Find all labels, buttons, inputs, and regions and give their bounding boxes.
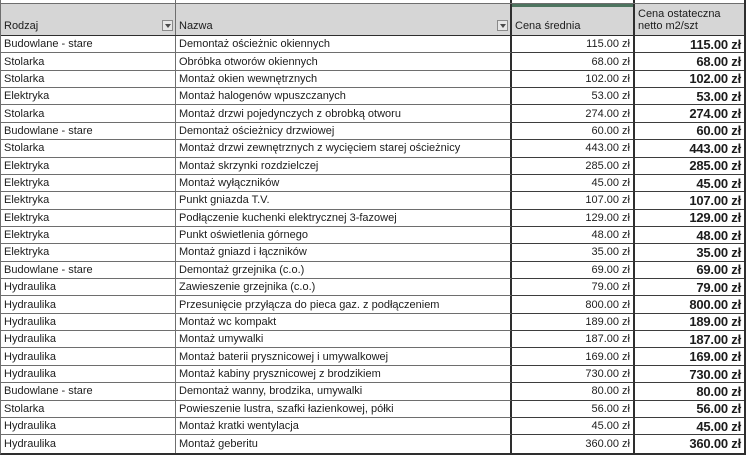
table-row <box>1 227 744 244</box>
table-row <box>1 331 744 348</box>
cell-cena-ostateczna[interactable]: 107.00 zł <box>635 192 744 209</box>
cell-rodzaj[interactable]: Stolarka <box>1 401 176 418</box>
cell-cena-ostateczna[interactable]: 80.00 zł <box>635 383 744 400</box>
column-header-rodzaj[interactable] <box>1 4 176 35</box>
cell-cena-ostateczna[interactable]: 79.00 zł <box>635 279 744 296</box>
cell-cena-srednia[interactable]: 107.00 zł <box>512 192 635 209</box>
cell-cena-ostateczna[interactable]: 60.00 zł <box>635 123 744 140</box>
cell-cena-ostateczna[interactable]: 48.00 zł <box>635 227 744 244</box>
cell-cena-ostateczna[interactable]: 129.00 zł <box>635 210 744 227</box>
cell-rodzaj[interactable]: Elektryka <box>1 175 176 192</box>
cell-cena-ostateczna[interactable]: 56.00 zł <box>635 401 744 418</box>
filter-dropdown-button-nazwa[interactable] <box>497 20 508 31</box>
cell-nazwa[interactable]: Montaż drzwi pojedynczych z obrobką otworu <box>176 105 512 122</box>
cell-rodzaj[interactable]: Stolarka <box>1 105 176 122</box>
cell-cena-ostateczna[interactable]: 285.00 zł <box>635 158 744 175</box>
cell-cena-srednia[interactable]: 102.00 zł <box>512 71 635 88</box>
table-row <box>1 383 744 400</box>
table-row <box>1 88 744 105</box>
column-header-label: Cena ostateczna netto m2/szt <box>638 8 721 32</box>
cell-nazwa[interactable]: Montaż umywalki <box>176 331 512 348</box>
cell-nazwa[interactable]: Powieszenie lustra, szafki łazienkowej, półki <box>176 401 512 418</box>
table-row <box>1 192 744 209</box>
column-header-label: Nazwa <box>179 20 213 32</box>
table-row <box>1 296 744 313</box>
table-body <box>1 36 744 453</box>
cell-rodzaj[interactable]: Hydraulika <box>1 418 176 435</box>
cell-cena-srednia[interactable]: 45.00 zł <box>512 175 635 192</box>
cell-rodzaj[interactable]: Budowlane - stare <box>1 262 176 279</box>
cell-nazwa[interactable]: Demontaż wanny, brodzika, umywalki <box>176 383 512 400</box>
table-row <box>1 244 744 261</box>
sliver-cell <box>512 0 635 3</box>
cell-cena-ostateczna[interactable]: 274.00 zł <box>635 105 744 122</box>
table-row <box>1 279 744 296</box>
cell-nazwa[interactable]: Montaż halogenów wpuszczanych <box>176 88 512 105</box>
cell-nazwa[interactable]: Montaż wyłączników <box>176 175 512 192</box>
cell-cena-ostateczna[interactable]: 189.00 zł <box>635 314 744 331</box>
cell-rodzaj[interactable]: Budowlane - stare <box>1 123 176 140</box>
cell-rodzaj[interactable]: Hydraulika <box>1 435 176 452</box>
cell-rodzaj[interactable]: Hydraulika <box>1 296 176 313</box>
cell-cena-srednia[interactable]: 730.00 zł <box>512 366 635 383</box>
filter-dropdown-button-rodzaj[interactable] <box>162 20 173 31</box>
cell-rodzaj[interactable]: Hydraulika <box>1 331 176 348</box>
cell-cena-srednia[interactable]: 79.00 zł <box>512 279 635 296</box>
cell-cena-srednia[interactable]: 35.00 zł <box>512 244 635 261</box>
cell-cena-ostateczna[interactable]: 45.00 zł <box>635 175 744 192</box>
cell-cena-srednia[interactable]: 285.00 zł <box>512 158 635 175</box>
cell-nazwa[interactable]: Montaż gniazd i łączników <box>176 244 512 261</box>
table-row <box>1 435 744 452</box>
cell-cena-ostateczna[interactable]: 69.00 zł <box>635 262 744 279</box>
table-row <box>1 401 744 418</box>
cell-rodzaj[interactable]: Stolarka <box>1 53 176 70</box>
cell-rodzaj[interactable]: Stolarka <box>1 71 176 88</box>
cell-cena-ostateczna[interactable]: 68.00 zł <box>635 53 744 70</box>
cell-nazwa[interactable]: Montaż okien wewnętrznych <box>176 71 512 88</box>
table-row <box>1 175 744 192</box>
table-row <box>1 123 744 140</box>
cell-cena-srednia[interactable]: 274.00 zł <box>512 105 635 122</box>
chevron-down-icon <box>500 24 506 28</box>
cell-cena-srednia[interactable]: 129.00 zł <box>512 210 635 227</box>
cell-cena-srednia[interactable]: 60.00 zł <box>512 123 635 140</box>
cell-nazwa[interactable]: Montaż kabiny prysznicowej z brodzikiem <box>176 366 512 383</box>
cell-nazwa[interactable]: Demontaż ościeżnicy drzwiowej <box>176 123 512 140</box>
cell-cena-ostateczna[interactable]: 443.00 zł <box>635 140 744 157</box>
cell-cena-ostateczna[interactable]: 45.00 zł <box>635 418 744 435</box>
sliver-cell <box>1 0 176 3</box>
column-header-label: Cena średnia <box>515 20 581 32</box>
cell-nazwa[interactable]: Montaż drzwi zewnętrznych z wycięciem starej ościeżnicy <box>176 140 512 157</box>
cell-cena-ostateczna[interactable]: 187.00 zł <box>635 331 744 348</box>
cell-cena-srednia[interactable]: 80.00 zł <box>512 383 635 400</box>
table-row <box>1 71 744 88</box>
cell-cena-srednia[interactable]: 360.00 zł <box>512 435 635 452</box>
cell-cena-srednia[interactable]: 56.00 zł <box>512 401 635 418</box>
header-row <box>1 4 744 36</box>
cell-cena-ostateczna[interactable]: 53.00 zł <box>635 88 744 105</box>
cell-cena-srednia[interactable]: 69.00 zł <box>512 262 635 279</box>
cell-nazwa[interactable]: Montaż wc kompakt <box>176 314 512 331</box>
table-row <box>1 418 744 435</box>
cell-cena-ostateczna[interactable]: 360.00 zł <box>635 435 744 452</box>
column-header-cena-srednia[interactable] <box>512 4 635 35</box>
cell-cena-ostateczna[interactable]: 730.00 zł <box>635 366 744 383</box>
cell-rodzaj[interactable]: Budowlane - stare <box>1 383 176 400</box>
table-row <box>1 262 744 279</box>
cell-cena-srednia[interactable]: 189.00 zł <box>512 314 635 331</box>
cell-nazwa[interactable]: Obróbka otworów okiennych <box>176 53 512 70</box>
cell-nazwa[interactable]: Przesunięcie przyłącza do pieca gaz. z podłączeniem <box>176 296 512 313</box>
cell-nazwa[interactable]: Montaż skrzynki rozdzielczej <box>176 158 512 175</box>
cell-cena-srednia[interactable]: 443.00 zł <box>512 140 635 157</box>
cell-nazwa[interactable]: Montaż geberitu <box>176 435 512 452</box>
cell-cena-ostateczna[interactable]: 115.00 zł <box>635 36 744 53</box>
column-header-nazwa[interactable] <box>176 4 512 35</box>
cell-rodzaj[interactable]: Elektryka <box>1 210 176 227</box>
cell-rodzaj[interactable]: Elektryka <box>1 88 176 105</box>
cell-nazwa[interactable]: Punkt gniazda T.V. <box>176 192 512 209</box>
cell-rodzaj[interactable]: Stolarka <box>1 140 176 157</box>
cell-nazwa[interactable]: Montaż baterii prysznicowej i umywalkowej <box>176 348 512 365</box>
cell-cena-srednia[interactable]: 169.00 zł <box>512 348 635 365</box>
table-row <box>1 158 744 175</box>
cell-rodzaj[interactable]: Hydraulika <box>1 314 176 331</box>
cell-cena-ostateczna[interactable]: 800.00 zł <box>635 296 744 313</box>
cell-rodzaj[interactable]: Hydraulika <box>1 348 176 365</box>
cell-rodzaj[interactable]: Hydraulika <box>1 366 176 383</box>
cell-nazwa[interactable]: Punkt oświetlenia górnego <box>176 227 512 244</box>
table-row <box>1 36 744 53</box>
table-row <box>1 210 744 227</box>
cell-nazwa[interactable]: Montaż kratki wentylacja <box>176 418 512 435</box>
cell-rodzaj[interactable]: Hydraulika <box>1 279 176 296</box>
cell-cena-srednia[interactable]: 800.00 zł <box>512 296 635 313</box>
table-row <box>1 366 744 383</box>
cell-rodzaj[interactable]: Elektryka <box>1 227 176 244</box>
cell-rodzaj[interactable]: Elektryka <box>1 158 176 175</box>
cell-rodzaj[interactable]: Elektryka <box>1 244 176 261</box>
column-header-label: Rodzaj <box>4 20 39 32</box>
cell-cena-srednia[interactable]: 53.00 zł <box>512 88 635 105</box>
cell-cena-srednia[interactable]: 45.00 zł <box>512 418 635 435</box>
cell-cena-srednia[interactable]: 68.00 zł <box>512 53 635 70</box>
cell-cena-srednia[interactable]: 115.00 zł <box>512 36 635 53</box>
table-row <box>1 314 744 331</box>
chevron-down-icon <box>165 24 171 28</box>
sliver-cell <box>176 0 512 3</box>
table-row <box>1 53 744 70</box>
cell-cena-ostateczna[interactable]: 35.00 zł <box>635 244 744 261</box>
table-row <box>1 348 744 365</box>
cell-rodzaj[interactable]: Budowlane - stare <box>1 36 176 53</box>
table-row <box>1 140 744 157</box>
table-row <box>1 105 744 122</box>
cell-rodzaj[interactable]: Elektryka <box>1 192 176 209</box>
cell-nazwa[interactable]: Demontaż ościeżnic okiennych <box>176 36 512 53</box>
cell-cena-srednia[interactable]: 187.00 zł <box>512 331 635 348</box>
cell-cena-ostateczna[interactable]: 102.00 zł <box>635 71 744 88</box>
cell-cena-ostateczna[interactable]: 169.00 zł <box>635 348 744 365</box>
column-header-cena-ostateczna[interactable] <box>635 4 744 35</box>
cell-nazwa[interactable]: Demontaż grzejnika (c.o.) <box>176 262 512 279</box>
cell-nazwa[interactable]: Podłączenie kuchenki elektrycznej 3-fazowej <box>176 210 512 227</box>
cell-nazwa[interactable]: Zawieszenie grzejnika (c.o.) <box>176 279 512 296</box>
sliver-cell <box>635 0 744 3</box>
cell-cena-srednia[interactable]: 48.00 zł <box>512 227 635 244</box>
